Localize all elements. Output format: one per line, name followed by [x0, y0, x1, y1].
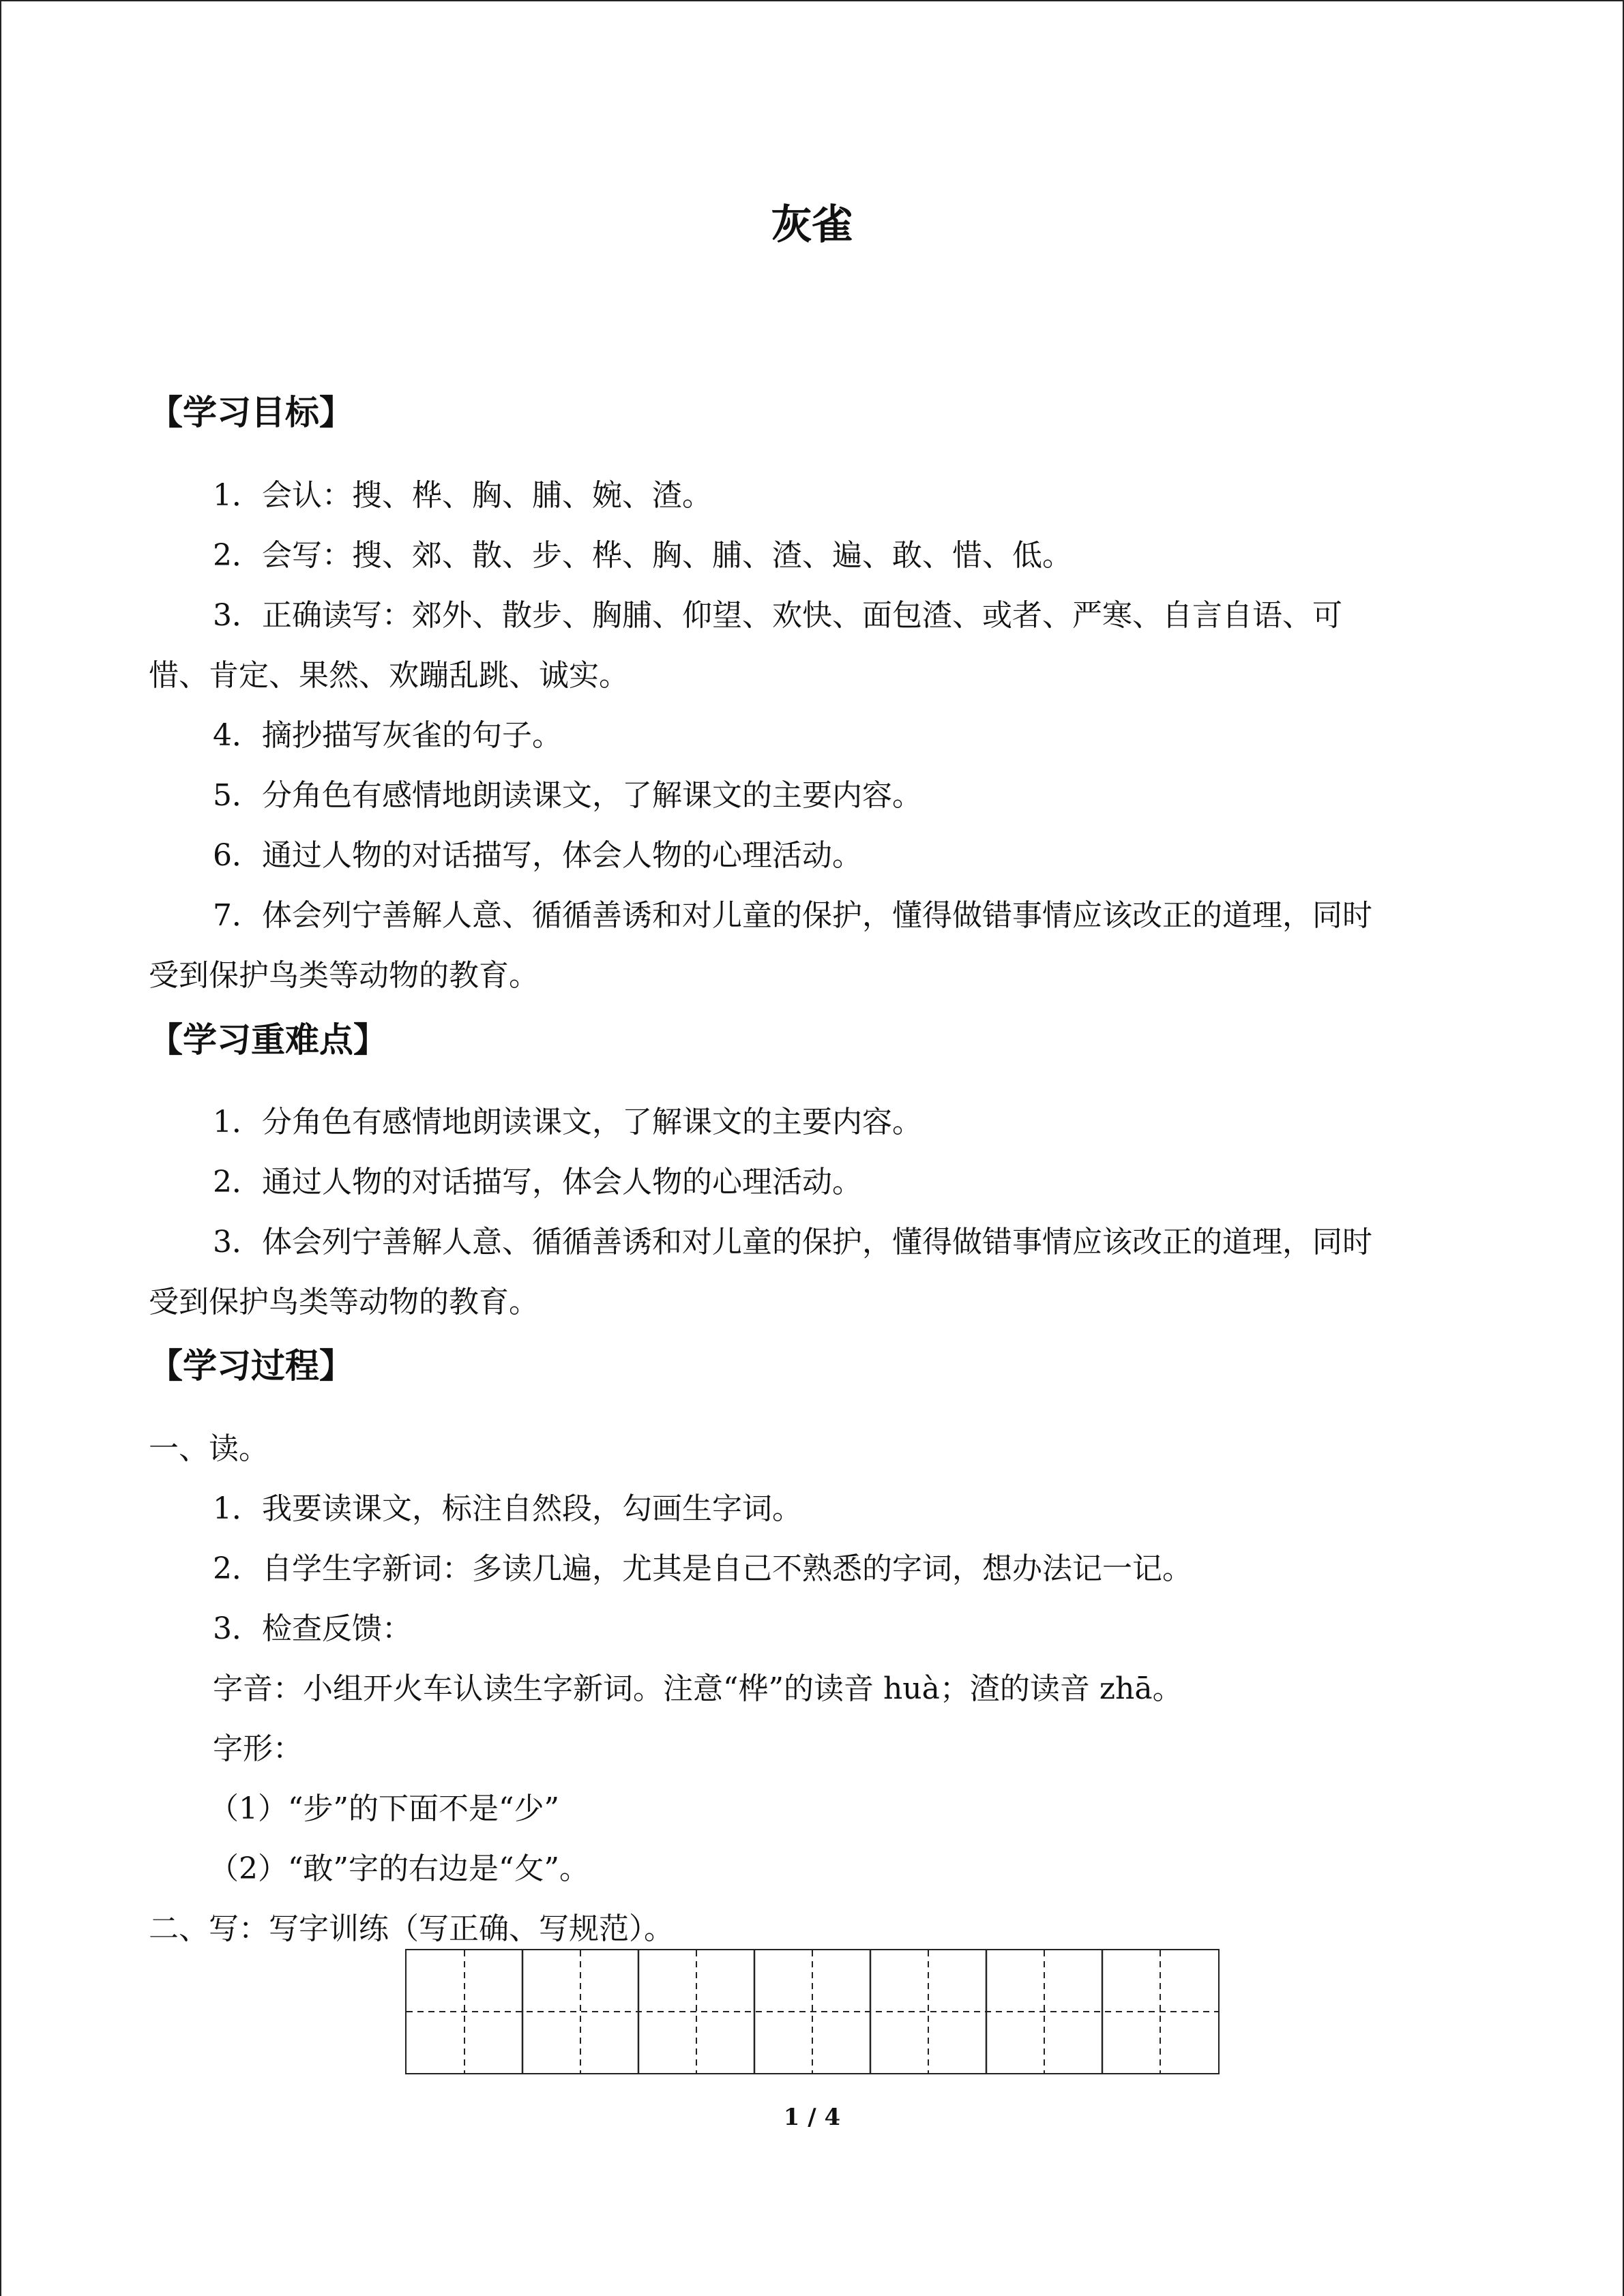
- goal-item: 2．会写：搜、郊、散、步、桦、胸、脯、渣、遍、敢、惜、低。: [213, 538, 1072, 573]
- process-item: 2．自学生字新词：多读几遍，尤其是自己不熟悉的字词，想办法记一记。: [213, 1551, 1192, 1586]
- process-part-heading: 一、读。: [149, 1431, 269, 1466]
- section-heading-goals: 【学习目标】: [149, 392, 353, 432]
- page-number: 1 / 4: [783, 2104, 841, 2131]
- process-item: （2）“敢”字的右边是“攵”。: [209, 1851, 589, 1886]
- key-point-item: 3．体会列宁善解人意、循循善诱和对儿童的保护，懂得做错事情应该改正的道理，同时: [213, 1225, 1372, 1259]
- goal-item-continued: 受到保护鸟类等动物的教育。: [149, 958, 539, 993]
- process-item: 字音：小组开火车认读生字新词。注意“桦”的读音 huà；渣的读音 zhā。: [213, 1671, 1183, 1706]
- goal-item: 4．摘抄描写灰雀的句子。: [213, 718, 562, 753]
- key-point-item-continued: 受到保护鸟类等动物的教育。: [149, 1285, 539, 1320]
- writing-grid: [405, 1949, 1220, 2074]
- process-item: 3．检查反馈：: [213, 1611, 412, 1646]
- goal-item: 7．体会列宁善解人意、循循善诱和对儿童的保护，懂得做错事情应该改正的道理，同时: [213, 898, 1372, 933]
- process-item: 字形：: [213, 1731, 303, 1766]
- key-point-item: 1．分角色有感情地朗读课文，了解课文的主要内容。: [213, 1105, 922, 1139]
- section-heading-process: 【学习过程】: [149, 1345, 353, 1386]
- goal-item: 5．分角色有感情地朗读课文，了解课文的主要内容。: [213, 778, 922, 813]
- goal-item: 6．通过人物的对话描写，体会人物的心理活动。: [213, 838, 862, 873]
- goal-item-continued: 惜、肯定、果然、欢蹦乱跳、诚实。: [149, 658, 629, 693]
- goal-item: 3．正确读写：郊外、散步、胸脯、仰望、欢快、面包渣、或者、严寒、自言自语、可: [213, 598, 1342, 633]
- section-heading-key-points: 【学习重难点】: [149, 1019, 387, 1060]
- process-part-heading: 二、写：写字训练（写正确、写规范）。: [149, 1911, 674, 1946]
- goal-item: 1．会认：搜、桦、胸、脯、婉、渣。: [213, 478, 712, 513]
- writing-grid-lines: [407, 1950, 1218, 2073]
- process-item: （1）“步”的下面不是“少”: [209, 1791, 559, 1826]
- process-item: 1．我要读课文，标注自然段，勾画生字词。: [213, 1491, 802, 1526]
- key-point-item: 2．通过人物的对话描写，体会人物的心理活动。: [213, 1165, 862, 1199]
- document-title: 灰雀: [771, 201, 853, 249]
